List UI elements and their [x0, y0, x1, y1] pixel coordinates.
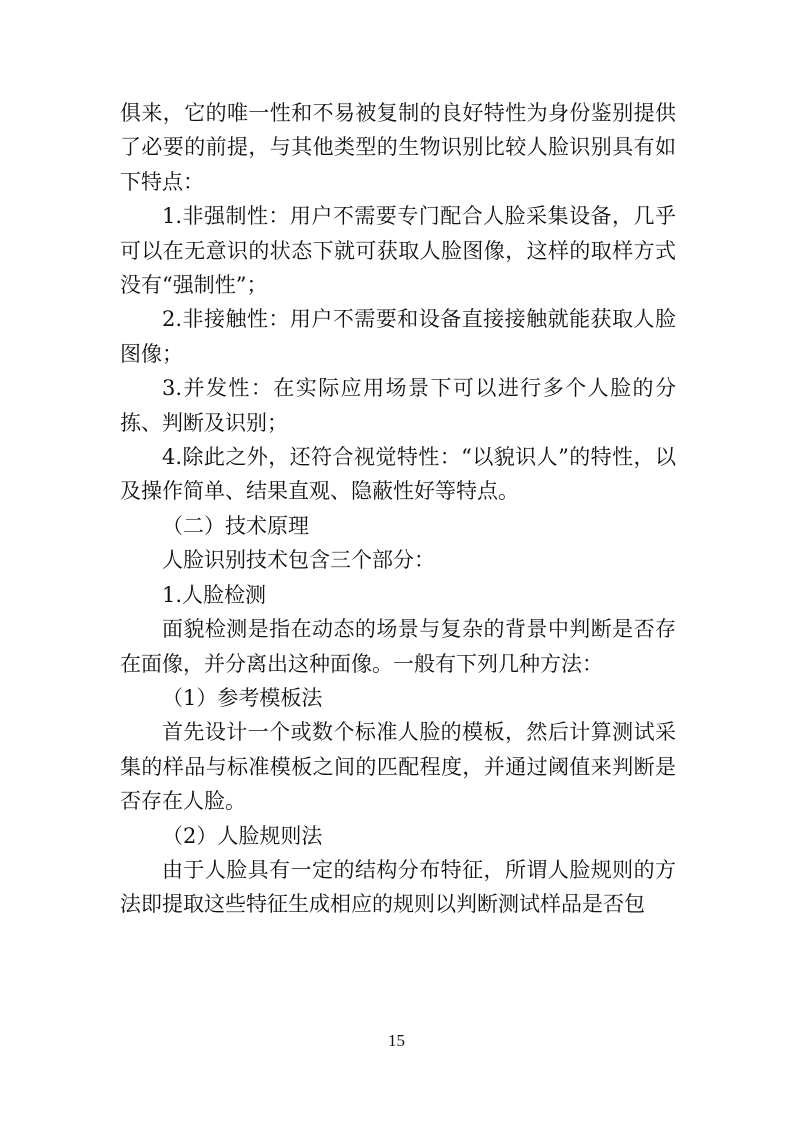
subheading-face-detection: 1.人脸检测: [162, 582, 267, 607]
paragraph-feature-3: 3.并发性：在实际应用场景下可以进行多个人脸的分拣、判断及识别；: [120, 376, 676, 435]
paragraph-three-parts: 人脸识别技术包含三个部分：: [162, 548, 435, 573]
subheading-template-method: （1）参考模板法: [162, 685, 323, 710]
paragraph-feature-2: 2.非接触性：用户不需要和设备直接接触就能获取人脸图像；: [120, 307, 676, 366]
paragraph-template-method: 首先设计一个或数个标准人脸的模板，然后计算测试采集的样品与标准模板之间的匹配程度，并通过阈值来判断是否存在人脸。: [120, 720, 676, 814]
paragraph-feature-1: 1.非强制性：用户不需要专门配合人脸采集设备，几乎可以在无意识的状态下就可获取人脸图像，这样的取样方式没有“强制性”；: [120, 204, 676, 298]
paragraph-face-detection: 面貌检测是指在动态的场景与复杂的背景中判断是否存在面像，并分离出这种面像。一般有下列几种方法：: [120, 617, 676, 676]
subheading-rule-method: （2）人脸规则法: [162, 823, 323, 848]
paragraph-feature-4: 4.除此之外，还符合视觉特性：“以貌识人”的特性，以及操作简单、结果直观、隐蔽性好等特点。: [120, 445, 676, 504]
paragraph-continuation: 俱来，它的唯一性和不易被复制的良好特性为身份鉴别提供了必要的前提，与其他类型的生物识别比较人脸识别具有如下特点：: [120, 101, 676, 194]
paragraph-rule-method: 由于人脸具有一定的结构分布特征，所谓人脸规则的方法即提取这些特征生成相应的规则以判断测试样品是否包: [120, 857, 676, 917]
section-heading-technical-principle: （二）技术原理: [162, 513, 309, 538]
body-text: [120, 96, 676, 922]
page-number: 15: [388, 1031, 405, 1050]
